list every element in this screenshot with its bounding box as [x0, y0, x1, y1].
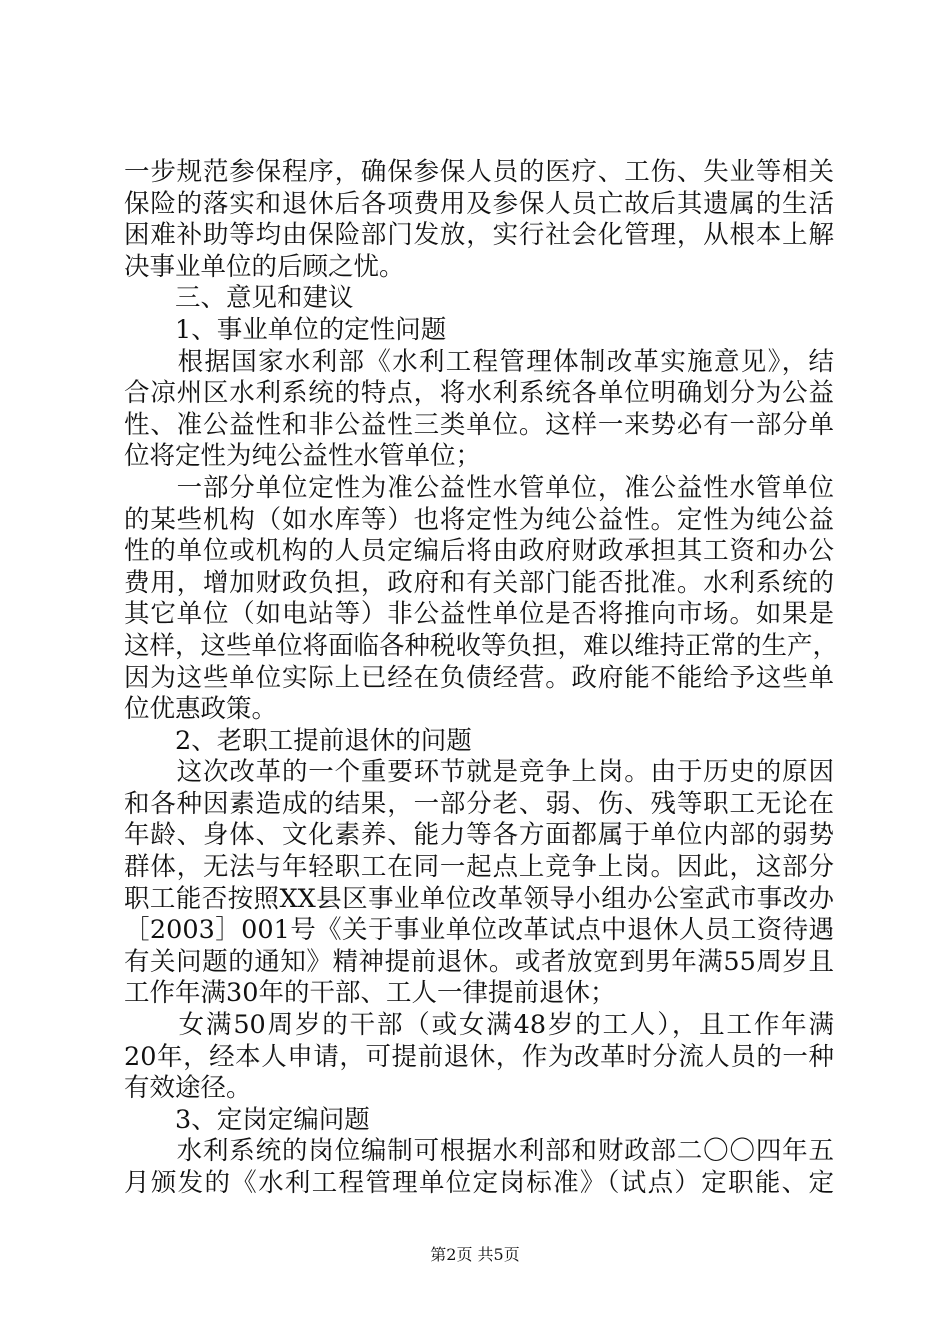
- text-line: 根据国家水利部《水利工程管理体制改革实施意见》，结: [124, 346, 834, 377]
- text-line: 20年，经本人申请，可提前退休，作为改革时分流人员的一种: [124, 1041, 834, 1072]
- text-line: 性、准公益性和非公益性三类单位。这样一来势必有一部分单: [124, 409, 834, 440]
- text-line: 群体，无法与年轻职工在同一起点上竞争上岗。因此，这部分: [124, 852, 834, 883]
- text-line: 职工能否按照XX县区事业单位改革领导小组办公室武市事改办: [124, 883, 834, 914]
- text-line: 费用，增加财政负担，政府和有关部门能否批准。水利系统的: [124, 567, 834, 598]
- text-line: 性的单位或机构的人员定编后将由政府财政承担其工资和办公: [124, 536, 834, 567]
- text-line: 2、老职工提前退休的问题: [124, 725, 472, 756]
- text-line: 工作年满30年的干部、工人一律提前退休；: [124, 978, 616, 1009]
- text-line: 一步规范参保程序，确保参保人员的医疗、工伤、失业等相关: [124, 157, 834, 187]
- text-line: 其它单位（如电站等）非公益性单位是否将推向市场。如果是: [124, 599, 834, 630]
- text-line: 位优惠政策。: [124, 694, 278, 725]
- text-line: 困难补助等均由保险部门发放，实行社会化管理，从根本上解: [124, 220, 834, 251]
- text-line: 女满50周岁的干部（或女满48岁的工人），且工作年满: [124, 1010, 834, 1041]
- document-body: [124, 157, 839, 1200]
- page-footer: 第2页 共5页: [430, 1245, 520, 1264]
- text-line: 有效途径。: [124, 1073, 252, 1104]
- text-line: 保险的落实和退休后各项费用及参保人员亡故后其遗属的生活: [124, 188, 834, 219]
- text-line: 决事业单位的后顾之忧。: [124, 251, 405, 282]
- text-line: 合凉州区水利系统的特点，将水利系统各单位明确划分为公益: [124, 378, 834, 409]
- text-line: 这次改革的一个重要环节就是竞争上岗。由于历史的原因: [124, 757, 834, 788]
- text-line: 因为这些单位实际上已经在负债经营。政府能不能给予这些单: [124, 662, 834, 693]
- text-line: 的某些机构（如水库等）也将定性为纯公益性。定性为纯公益: [124, 504, 834, 535]
- text-line: 月颁发的《水利工程管理单位定岗标准》（试点）定职能、定: [124, 1168, 834, 1198]
- text-line: 年龄、身体、文化素养、能力等各方面都属于单位内部的弱势: [124, 820, 834, 851]
- text-line: 这样，这些单位将面临各种税收等负担，难以维持正常的生产，: [124, 630, 839, 661]
- text-line: 一部分单位定性为准公益性水管单位，准公益性水管单位: [124, 472, 834, 503]
- text-line: 三、意见和建议: [124, 283, 354, 314]
- text-line: ［2003］001号《关于事业单位改革试点中退休人员工资待遇: [124, 915, 834, 946]
- text-line: 有关问题的通知》精神提前退休。或者放宽到男年满55周岁且: [124, 946, 834, 977]
- text-line: 3、定岗定编问题: [124, 1104, 370, 1135]
- text-line: 位将定性为纯公益性水管单位；: [124, 441, 482, 472]
- text-line: 水利系统的岗位编制可根据水利部和财政部二〇〇四年五: [124, 1136, 834, 1167]
- text-line: 1、事业单位的定性问题: [124, 314, 447, 345]
- text-line: 和各种因素造成的结果，一部分老、弱、伤、残等职工无论在: [124, 788, 834, 819]
